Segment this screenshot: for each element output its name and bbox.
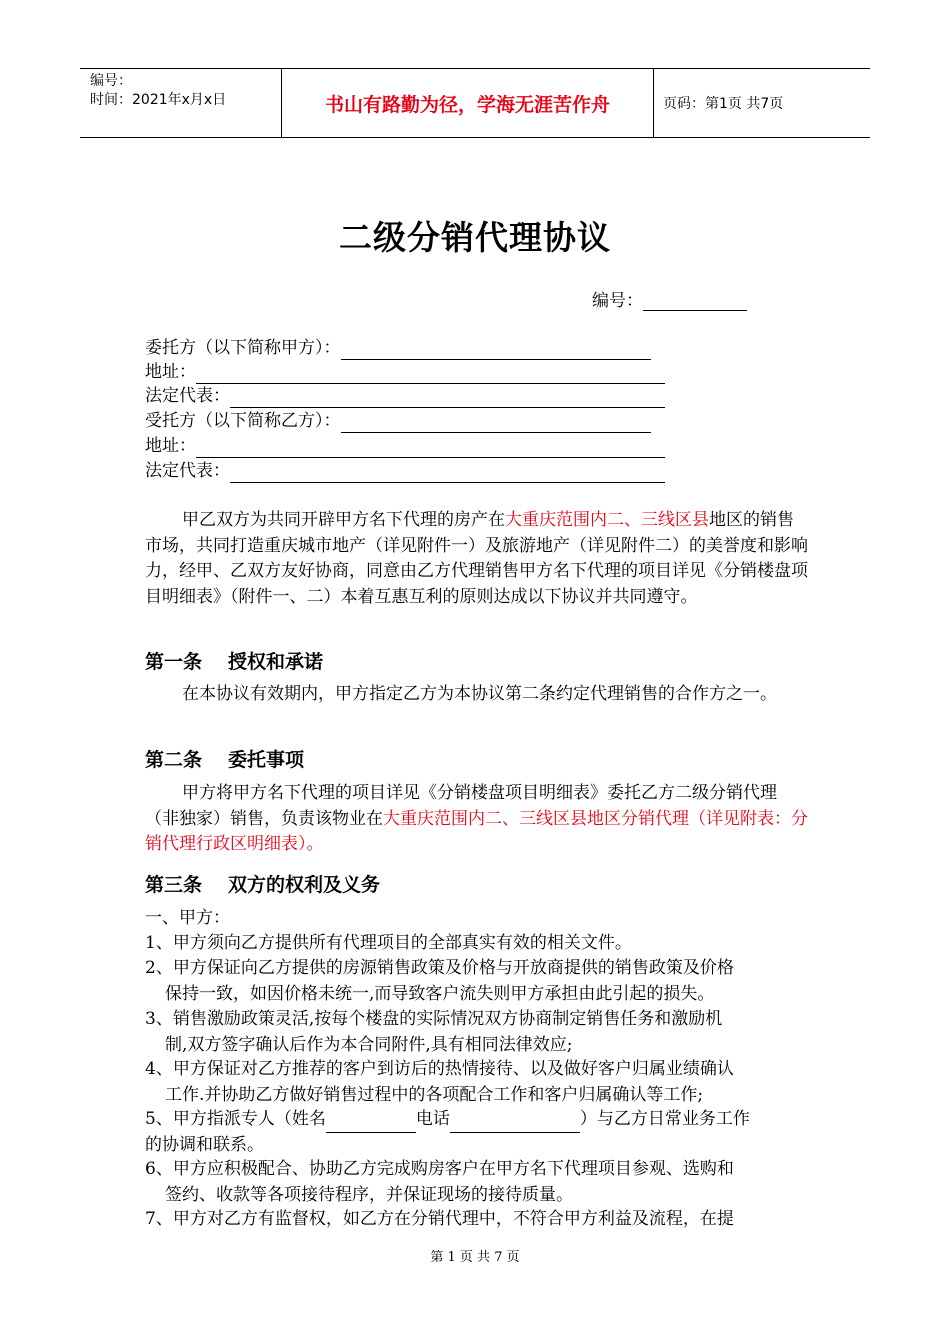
list-item-continuation: 制,双方签字确认后作为本合同附件,具有相同法律效应; bbox=[165, 1034, 573, 1055]
list-item-continuation: 保持一致，如因价格未统一,而导致客户流失则甲方承担由此引起的损失。 bbox=[165, 983, 715, 1004]
list-item bbox=[145, 1057, 810, 1108]
list-item bbox=[145, 1007, 810, 1058]
article-2-text bbox=[145, 781, 810, 858]
contact-phone-blank[interactable] bbox=[450, 1114, 580, 1133]
document-number-label: 编号： bbox=[592, 291, 643, 311]
party-blank-entrusting[interactable] bbox=[341, 341, 651, 360]
list-item bbox=[145, 931, 810, 957]
list-item-line: 4、甲方保证对乙方推荐的客户到访后的热情接待、以及做好客户归属业绩确认 bbox=[145, 1059, 734, 1079]
list-item-line: 6、甲方应积极配合、协助乙方完成购房客户在甲方名下代理项目参观、选购和 bbox=[145, 1159, 734, 1179]
list-item-line: 7、甲方对乙方有监督权，如乙方在分销代理中，不符合甲方利益及流程，在提 bbox=[145, 1209, 734, 1229]
party-line-entrusting bbox=[145, 336, 651, 360]
article-3-heading bbox=[145, 870, 380, 897]
header-motto-cell bbox=[281, 69, 654, 137]
party-line-rep-a bbox=[145, 384, 665, 408]
party-line-rep-b bbox=[145, 459, 665, 483]
header-table bbox=[80, 68, 870, 138]
party-blank-address-a[interactable] bbox=[196, 365, 665, 384]
list-item-contact bbox=[145, 1107, 810, 1158]
page-footer: 第 1 页 共 7 页 bbox=[430, 1250, 520, 1265]
document-number-blank[interactable] bbox=[643, 292, 747, 311]
party-label-rep-b: 法定代表： bbox=[145, 461, 230, 481]
header-motto: 书山有路勤为径，学海无涯苦作舟 bbox=[324, 93, 610, 116]
article-1-number: 第一条 bbox=[145, 651, 203, 673]
article-2-highlight: 大重庆范围内二、三线区县地区分销代理（详见附表：分销代理行政区明细表）。 bbox=[145, 808, 808, 854]
list-item-line: 1、甲方须向乙方提供所有代理项目的全部真实有效的相关文件。 bbox=[145, 933, 632, 953]
contact-phone-label: 电话 bbox=[415, 1109, 450, 1129]
party-line-address-a bbox=[145, 360, 665, 384]
list-item-continuation: 工作.并协助乙方做好销售过程中的各项配合工作和客户归属确认等工作; bbox=[165, 1084, 704, 1105]
article-3-section-a: 一、甲方： bbox=[145, 908, 230, 928]
article-2-text-1: 甲方将甲方名下代理的项目详见《分销楼盘项目明细表》委托乙方二级分销代理（非独家）销售，负责该物业在 bbox=[145, 783, 777, 829]
article-1-heading bbox=[145, 647, 323, 674]
intro-text-2: 地区的销售市场，共同打造重庆城市地产（详见附件一）及旅游地产（详见附件二）的美誉度和影响力，经甲、乙双方友好协商，同意由乙方代理销售甲方名下代理的项目详见《分销楼盘项目明细表》（附件一、二）本着互惠互利的原则达成以下协议并共同遵守。 bbox=[145, 510, 808, 607]
header-number-label: 编号： bbox=[90, 73, 132, 89]
party-blank-rep-a[interactable] bbox=[230, 389, 665, 408]
party-line-address-b bbox=[145, 434, 665, 458]
list-item bbox=[145, 1207, 810, 1233]
list-item-line bbox=[145, 1107, 810, 1133]
party-label-entrusted: 受托方（以下简称乙方）： bbox=[145, 411, 341, 431]
intro-text-1: 甲乙双方为共同开辟甲方名下代理的房产在 bbox=[182, 510, 505, 530]
contact-name-label: 5、甲方指派专人（姓名 bbox=[145, 1109, 326, 1129]
list-item-continuation: 的协调和联系。 bbox=[145, 1134, 264, 1155]
header-time-label: 时间：2021年x月x日 bbox=[90, 92, 227, 108]
document-number-line bbox=[592, 286, 747, 311]
article-3-title: 双方的权利及义务 bbox=[228, 874, 381, 896]
party-blank-rep-b[interactable] bbox=[230, 464, 665, 483]
document-title: 二级分销代理协议 bbox=[339, 218, 611, 257]
party-blank-entrusted[interactable] bbox=[341, 414, 651, 433]
party-label-address-b: 地址： bbox=[145, 436, 196, 456]
list-item-continuation: 签约、收款等各项接待程序，并保证现场的接待质量。 bbox=[165, 1184, 573, 1205]
party-label-address-a: 地址： bbox=[145, 362, 196, 382]
list-item-line: 3、销售激励政策灵活,按每个楼盘的实际情况双方协商制定销售任务和激励机 bbox=[145, 1009, 723, 1029]
article-1-title: 授权和承诺 bbox=[228, 651, 324, 673]
intro-paragraph bbox=[145, 508, 810, 610]
list-item bbox=[145, 956, 810, 1007]
intro-highlight: 大重庆范围内二、三线区县 bbox=[505, 510, 709, 530]
header-page-info: 页码：第1页 共7页 bbox=[663, 96, 784, 112]
list-item-line: 2、甲方保证向乙方提供的房源销售政策及价格与开放商提供的销售政策及价格 bbox=[145, 958, 734, 978]
header-page-cell bbox=[653, 69, 870, 137]
header-left-cell bbox=[80, 69, 280, 137]
article-1-text: 在本协议有效期内，甲方指定乙方为本协议第二条约定代理销售的合作方之一。 bbox=[182, 684, 777, 704]
contact-name-blank[interactable] bbox=[326, 1114, 416, 1133]
article-2-number: 第二条 bbox=[145, 749, 203, 771]
party-blank-address-b[interactable] bbox=[196, 439, 665, 458]
article-2-title: 委托事项 bbox=[228, 749, 305, 771]
list-item bbox=[145, 1157, 810, 1208]
party-label-rep-a: 法定代表： bbox=[145, 386, 230, 406]
contact-text-tail: ）与乙方日常业务工作 bbox=[579, 1109, 750, 1129]
party-line-entrusted bbox=[145, 409, 651, 433]
article-3-number: 第三条 bbox=[145, 874, 203, 896]
party-label-entrusting: 委托方（以下简称甲方）： bbox=[145, 338, 341, 358]
article-2-heading bbox=[145, 745, 304, 772]
